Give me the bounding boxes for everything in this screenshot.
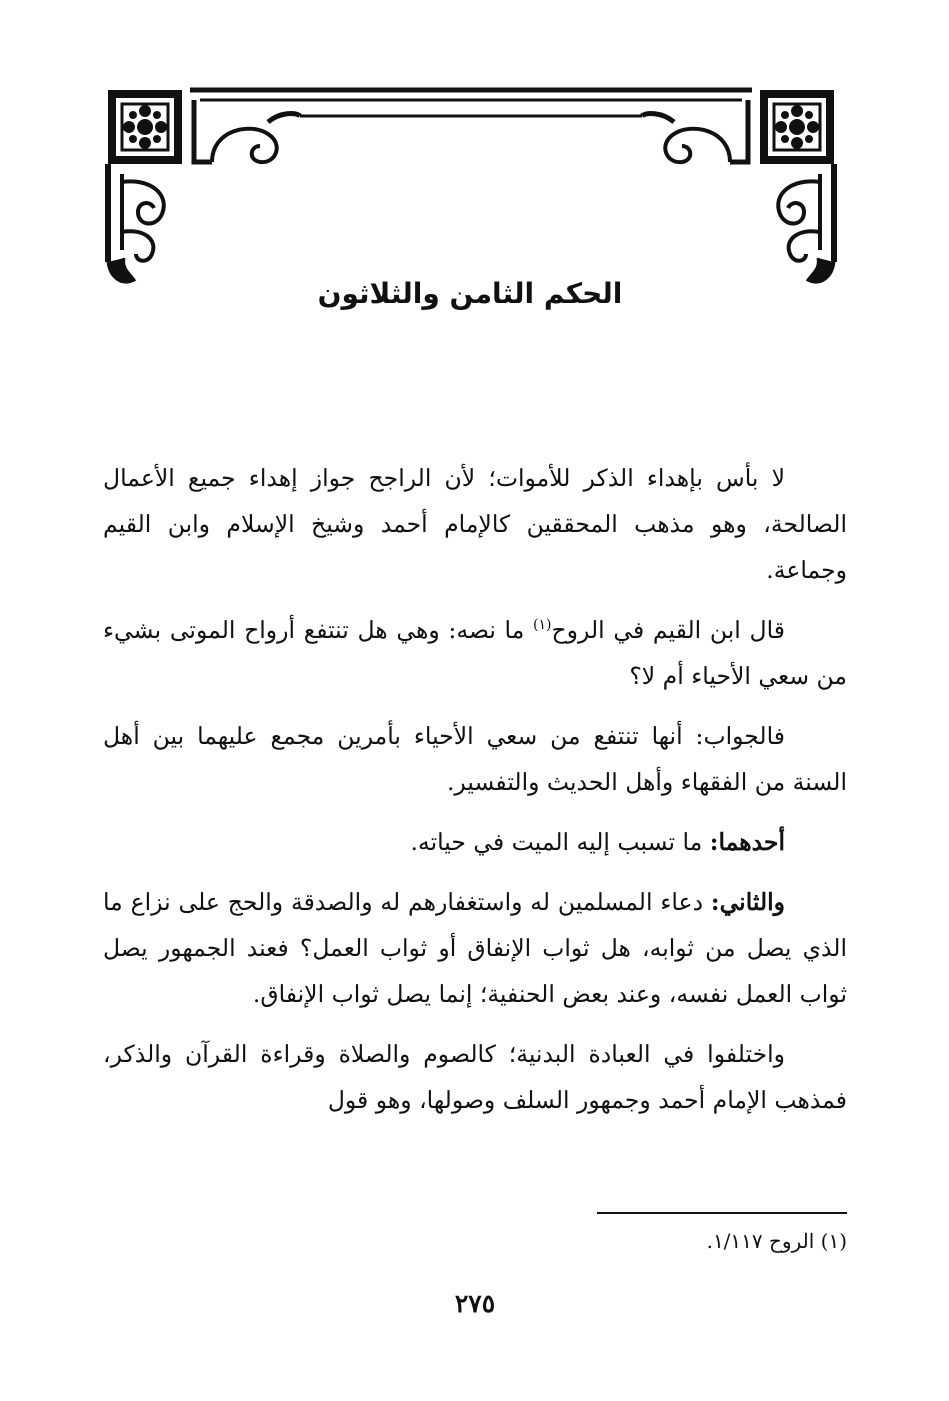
chapter-title: الحكم الثامن والثلاثون [317, 277, 623, 310]
footnote-reference[interactable]: (١) [533, 617, 552, 633]
top-rail [190, 90, 752, 116]
paragraph-6 [103, 1031, 847, 1123]
side-pillar-left [108, 164, 164, 282]
paragraph-3 [103, 713, 847, 805]
paragraph-1 [103, 455, 847, 593]
scroll-right [642, 100, 748, 162]
paragraph-text: قال ابن القيم في الروح [551, 616, 785, 644]
body-text [103, 455, 847, 1123]
page-number: ٢٧٥ [454, 1289, 496, 1318]
corner-rosette-left [108, 90, 182, 164]
paragraph-text: ما تسبب إليه الميت في حياته. [410, 828, 710, 856]
paragraph-text: لا بأس بإهداء الذكر للأموات؛ لأن الراجح جواز إهداء جميع الأعمال الصالحة، وهو مذهب المحققين كالإمام أحمد وشيخ الإسلام وابن القيم وجماعة. [103, 464, 847, 584]
paragraph-lead: أحدهما: [709, 828, 785, 856]
footnote-separator [597, 1212, 847, 1214]
paragraph-text: واختلفوا في العبادة البدنية؛ كالصوم والصلاة وقراءة القرآن والذكر، فمذهب الإمام أحمد وجمهور السلف وصولها، وهو قول [103, 1040, 847, 1114]
paragraph-4 [103, 819, 847, 865]
paragraph-5 [103, 879, 847, 1017]
paragraph-2 [103, 607, 847, 699]
paragraph-text: دعاء المسلمين له واستغفارهم له والصدقة والحج على نزاع ما الذي يصل من ثوابه، هل ثواب الإنفاق أو ثواب العمل؟ فعند الجمهور يصل ثواب العمل نفسه، وعند بعض الحنفية؛ إنما يصل ثواب الإنفاق. [103, 888, 847, 1008]
footnote: (١) الروح ١/١١٧. [706, 1229, 847, 1253]
paragraph-text: فالجواب: أنها تنتفع من سعي الأحياء بأمرين مجمع عليهما بين أهل السنة من الفقهاء وأهل الحديث والتفسير. [103, 722, 847, 796]
paragraph-lead: والثاني: [710, 888, 785, 916]
paragraph-text-continued: ما نصه: وهي هل تنتفع أرواح الموتى بشيء من سعي الأحياء أم لا؟ [103, 616, 847, 690]
corner-rosette-right [760, 90, 834, 164]
scroll-left [194, 100, 300, 162]
side-pillar-right [778, 164, 834, 282]
